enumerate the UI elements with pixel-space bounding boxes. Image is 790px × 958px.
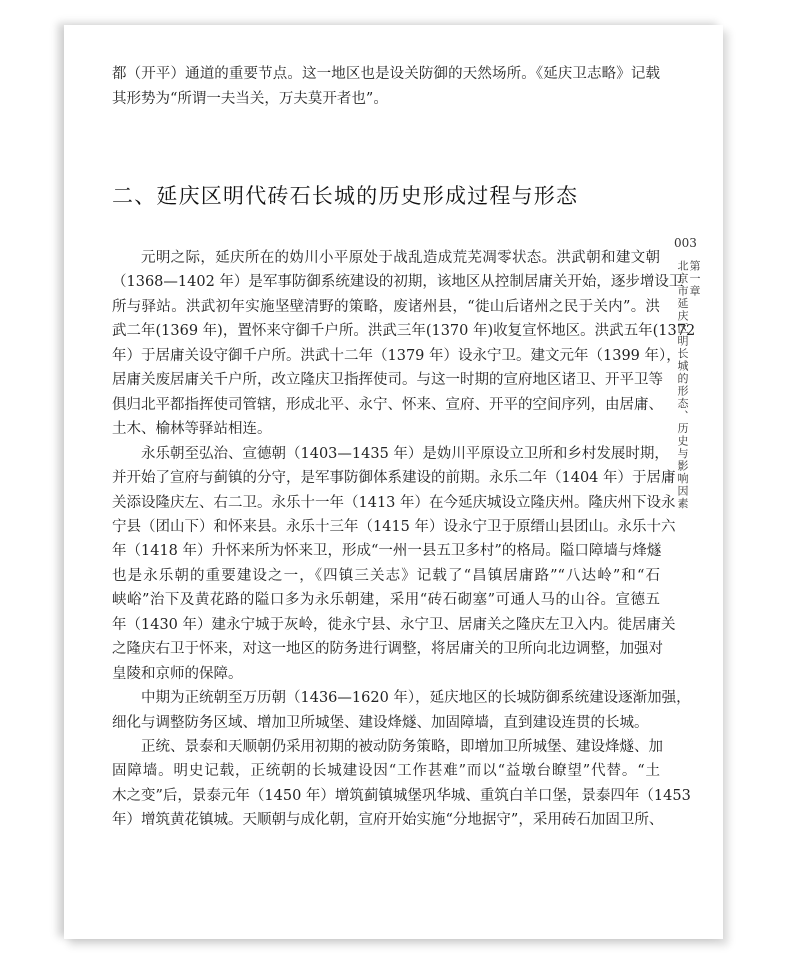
page-number: 003 — [674, 236, 697, 250]
chapter-label: 第一章 — [688, 260, 701, 298]
text-line: 中期为正统朝至万历朝（1436—1620 年），延庆地区的长城防御系统建设逐渐加强， — [141, 690, 691, 707]
text-line: 其形势为“所谓一夫当关，万夫莫开者也”。 — [112, 90, 388, 107]
text-line: 元明之际，延庆所在的妫川小平原处于战乱造成荒芜凋零状态。洪武朝和建文朝 — [141, 250, 660, 266]
text-line: （1368—1402 年）是军事防御系统建设的初期，该地区从控制居庸关开始，逐步增设卫 — [112, 274, 684, 291]
text-line: 所与驿站。洪武初年实施坚壁清野的策略，废诸州县，“徙山后诸州之民于关内”。洪 — [112, 298, 660, 315]
section-heading: 二、延庆区明代砖石长城的历史形成过程与形态 — [112, 184, 579, 208]
text-line: 居庸关废居庸关千户所，改立隆庆卫指挥使司。与这一时期的宣府地区诸卫、开平卫等 — [112, 372, 663, 389]
text-line: 年）于居庸关设守御千户所。洪武十二年（1379 年）设永宁卫。建文元年（1399 年）， — [112, 347, 681, 364]
text-line: 俱归北平都指挥使司管辖，形成北平、永宁、怀来、宣府、开平的空间序列，由居庸、 — [112, 396, 663, 413]
text-line: 皇陵和京师的保障。 — [112, 665, 243, 682]
text-line: 固障墙。明史记载，正统朝的长城建设因“工作甚难”而以“益墩台瞭望”代替。“土 — [112, 763, 660, 780]
text-line: 也是永乐朝的重要建设之一，《四镇三关志》记载了“昌镇居庸路”“八达岭”和“石 — [112, 567, 660, 584]
text-line: 细化与调整防务区域、增加卫所城堡、建设烽燧、加固障墙，直到建设连贯的长城。 — [112, 714, 649, 731]
text-line: 土木、榆林等驿站相连。 — [112, 421, 272, 438]
text-line: 永乐朝至弘治、宣德朝（1403—1435 年）是妫川平原设立卫所和乡村发展时期， — [141, 445, 669, 462]
text-line: 关添设隆庆左、右二卫。永乐十一年（1413 年）在今延庆城设立隆庆州。隆庆州下设永 — [112, 494, 676, 511]
text-line: 都（开平）通道的重要节点。这一地区也是设关防御的天然场所。《延庆卫志略》记载 — [112, 66, 660, 82]
text-line: 并开始了宣府与蓟镇的分守，是军事防御体系建设的前期。永乐二年（1404 年）于居庸 — [112, 470, 676, 487]
text-line: 年）增筑黄花镇城。天顺朝与成化朝，宣府开始实施“分地据守”，采用砖石加固卫所、 — [112, 812, 664, 829]
chapter-title: 北京市延庆区明长城的形态、历史与影响因素 — [676, 260, 689, 510]
text-line: 武二年(1369 年)，置怀来守御千户所。洪武三年(1370 年)收复宣怀地区。洪武五年(1372 — [112, 323, 696, 340]
text-line: 年（1430 年）建永宁城于灰岭，徙永宁县、永宁卫、居庸关之隆庆左卫入内。徙居庸关 — [112, 616, 676, 633]
text-line: 年（1418 年）升怀来所为怀来卫，形成“一州一县五卫多村”的格局。隘口障墙与烽燧 — [112, 543, 662, 560]
text-line: 正统、景泰和天顺朝仍采用初期的被动防务策略，即增加卫所城堡、建设烽燧、加 — [141, 739, 663, 755]
text-line: 木之变”后，景泰元年（1450 年）增筑蓟镇城堡巩华城、重筑白羊口堡，景泰四年（1453 — [112, 787, 691, 804]
text-line: 峡峪”治下及黄花路的隘口多为永乐朝建，采用“砖石砌塞”可通人马的山谷。宣德五 — [112, 592, 660, 609]
running-header — [676, 260, 700, 510]
text-line: 之隆庆右卫于怀来，对这一地区的防务进行调整，将居庸关的卫所向北边调整，加强对 — [112, 641, 663, 658]
text-line: 宁县（团山下）和怀来县。永乐十三年（1415 年）设永宁卫于原缙山县团山。永乐十六 — [112, 518, 676, 535]
